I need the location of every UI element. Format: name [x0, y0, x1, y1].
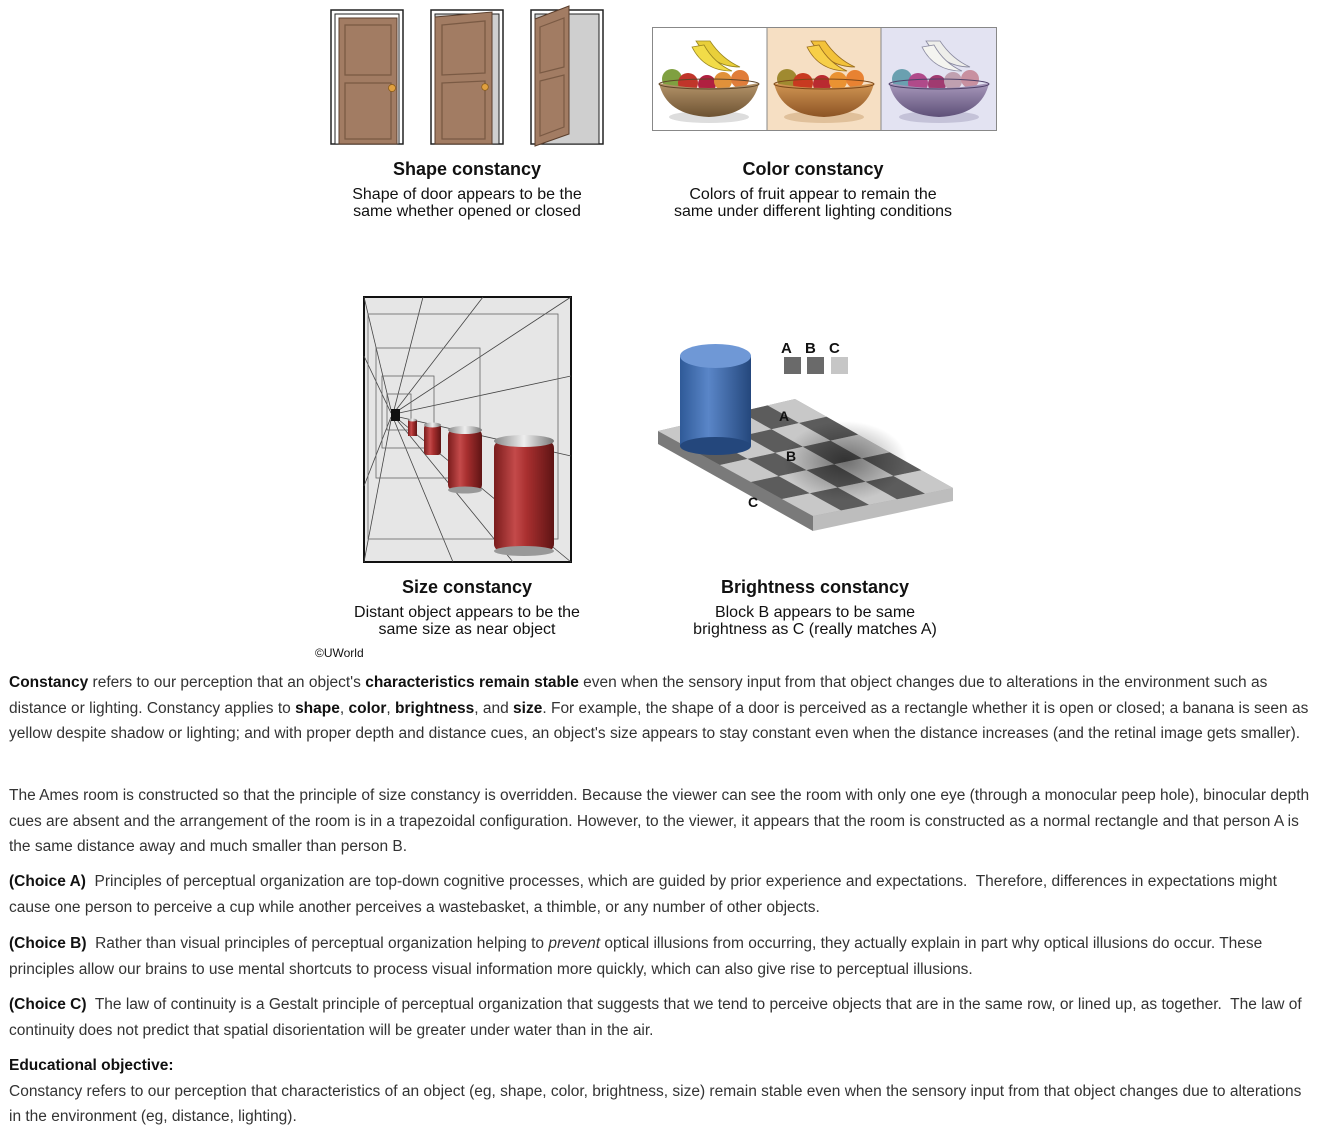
paragraph-choice-b — [9, 931, 1315, 982]
shape-constancy-illustration — [325, 5, 610, 147]
soda-can-near — [448, 426, 482, 494]
choice-a-text: Principles of perceptual organization are top-down cognitive processes, which are guided by prior experience and expectations. Therefore, differences in expectations might cause one person to perceive a cup while another perceives a wastebasket, a thimble, or any number of other objects. — [9, 873, 1282, 916]
term-constancy: Constancy — [9, 674, 89, 691]
term-brightness: brightness — [395, 699, 475, 717]
legend-squares — [784, 357, 848, 374]
size-desc-line1: Distant object appears to be the — [354, 604, 580, 621]
color-constancy-desc — [643, 186, 983, 220]
soda-can-far — [408, 419, 417, 437]
paragraph-choice-a — [9, 869, 1315, 920]
choice-c-text: The law of continuity is a Gestalt principle of perceptual organization that suggests that we tend to perceive objects that are in the same row, or lined up, as together. The law of continuity does not predict that spatial disorientation will be greater under water than in the air. — [9, 996, 1306, 1039]
p1-text-2: even when the sensory input from that object changes due to alterations in the environment such as distance or lighting. Constancy applies to — [9, 674, 1268, 717]
choice-c-label: (Choice C) — [9, 996, 87, 1013]
board-label-a: A — [779, 408, 790, 424]
fruit-bowl-cool-light — [881, 28, 996, 130]
copyright-label: ©UWorld — [315, 646, 364, 660]
term-size: size — [513, 699, 543, 717]
color-constancy-title: Color constancy — [742, 159, 884, 179]
p1-text-3: . For example, the shape of a door is perceived as a rectangle whether it is open or closed; a banana is seen as yellow despite shadow or lighting; and with proper depth and distance cues, an object's size appears to stay constant even when the distance increases (and the retinal image gets smaller). — [9, 699, 1309, 742]
legend-label-b: B — [805, 340, 816, 357]
choice-b-label: (Choice B) — [9, 935, 87, 952]
soda-can-nearest — [494, 435, 554, 556]
board-label-c: C — [748, 494, 759, 510]
board-label-b: B — [786, 448, 797, 464]
choice-a-label: (Choice A) — [9, 873, 86, 890]
p1-text-1: refers to our perception that an object's — [88, 674, 366, 691]
color-desc-line1: Colors of fruit appear to remain the — [689, 186, 937, 203]
size-constancy-desc — [317, 604, 617, 638]
choice-b-text-2: optical illusions from occurring, they actually explain in part why optical illusions do occur. These principles allow our brains to use mental shortcuts to process visual information more quickly, which can also give rise to perceptual illusions. — [9, 935, 1263, 978]
choice-b-emphasis: prevent — [548, 935, 601, 952]
half-open-door — [431, 10, 503, 144]
term-color: color — [348, 699, 387, 717]
color-desc-line2: same under different lighting conditions — [673, 203, 953, 220]
shape-desc-line2: same whether opened or closed — [353, 203, 581, 220]
size-desc-line2: same size as near object — [378, 621, 556, 638]
blue-cylinder — [680, 344, 751, 455]
p1-sep-2: , — [386, 699, 396, 717]
paragraph-choice-c — [9, 992, 1315, 1043]
legend-label-c: C — [829, 340, 840, 357]
term-shape: shape — [295, 699, 340, 717]
color-constancy-illustration — [652, 27, 997, 131]
shape-constancy-title: Shape constancy — [392, 159, 542, 179]
size-constancy-illustration — [363, 296, 573, 564]
objective-heading: Educational objective: — [9, 1057, 174, 1074]
fruit-bowl-white-light — [653, 28, 767, 130]
educational-objective — [9, 1053, 1315, 1130]
brightness-constancy-desc — [665, 604, 965, 638]
paragraph-constancy-definition — [9, 670, 1315, 747]
p1-sep-1: , — [339, 699, 349, 717]
paragraph-ames-room — [9, 783, 1315, 860]
brightness-desc-line1: Block B appears to be same — [714, 604, 916, 621]
ames-room-text: The Ames room is constructed so that the principle of size constancy is overridden. Because the viewer can see the room with only one eye (through a monocular peep hole), binocular depth cues are absent and the arrangement of the room is in a trapezoidal configuration. However, to the viewer, it appears that the room is constructed as a normal rectangle and that person A is the same distance away and much smaller than person B. — [9, 787, 1310, 855]
brightness-constancy-title: Brightness constancy — [720, 577, 910, 597]
shape-desc-line1: Shape of door appears to be the — [352, 186, 582, 203]
soda-can-mid — [424, 423, 441, 456]
brightness-constancy-illustration — [655, 336, 955, 536]
open-door — [531, 6, 603, 146]
p1-sep-3: , and — [474, 699, 514, 717]
term-characteristics-stable: characteristics remain stable — [365, 674, 579, 691]
legend-label-a: A — [781, 340, 792, 357]
objective-text: Constancy refers to our perception that characteristics of an object (eg, shape, color, brightness, size) remain stable even when the sensory input from that object changes due to alterations in the environment (eg, distance, lighting). — [9, 1082, 1302, 1125]
choice-b-text-1: Rather than visual principles of perceptual organization helping to — [86, 935, 549, 952]
shape-constancy-desc — [317, 186, 617, 220]
brightness-desc-line2: brightness as C (really matches A) — [693, 621, 937, 638]
fruit-bowl-warm-light — [767, 28, 881, 130]
size-constancy-title: Size constancy — [401, 577, 533, 597]
closed-door — [331, 10, 403, 144]
